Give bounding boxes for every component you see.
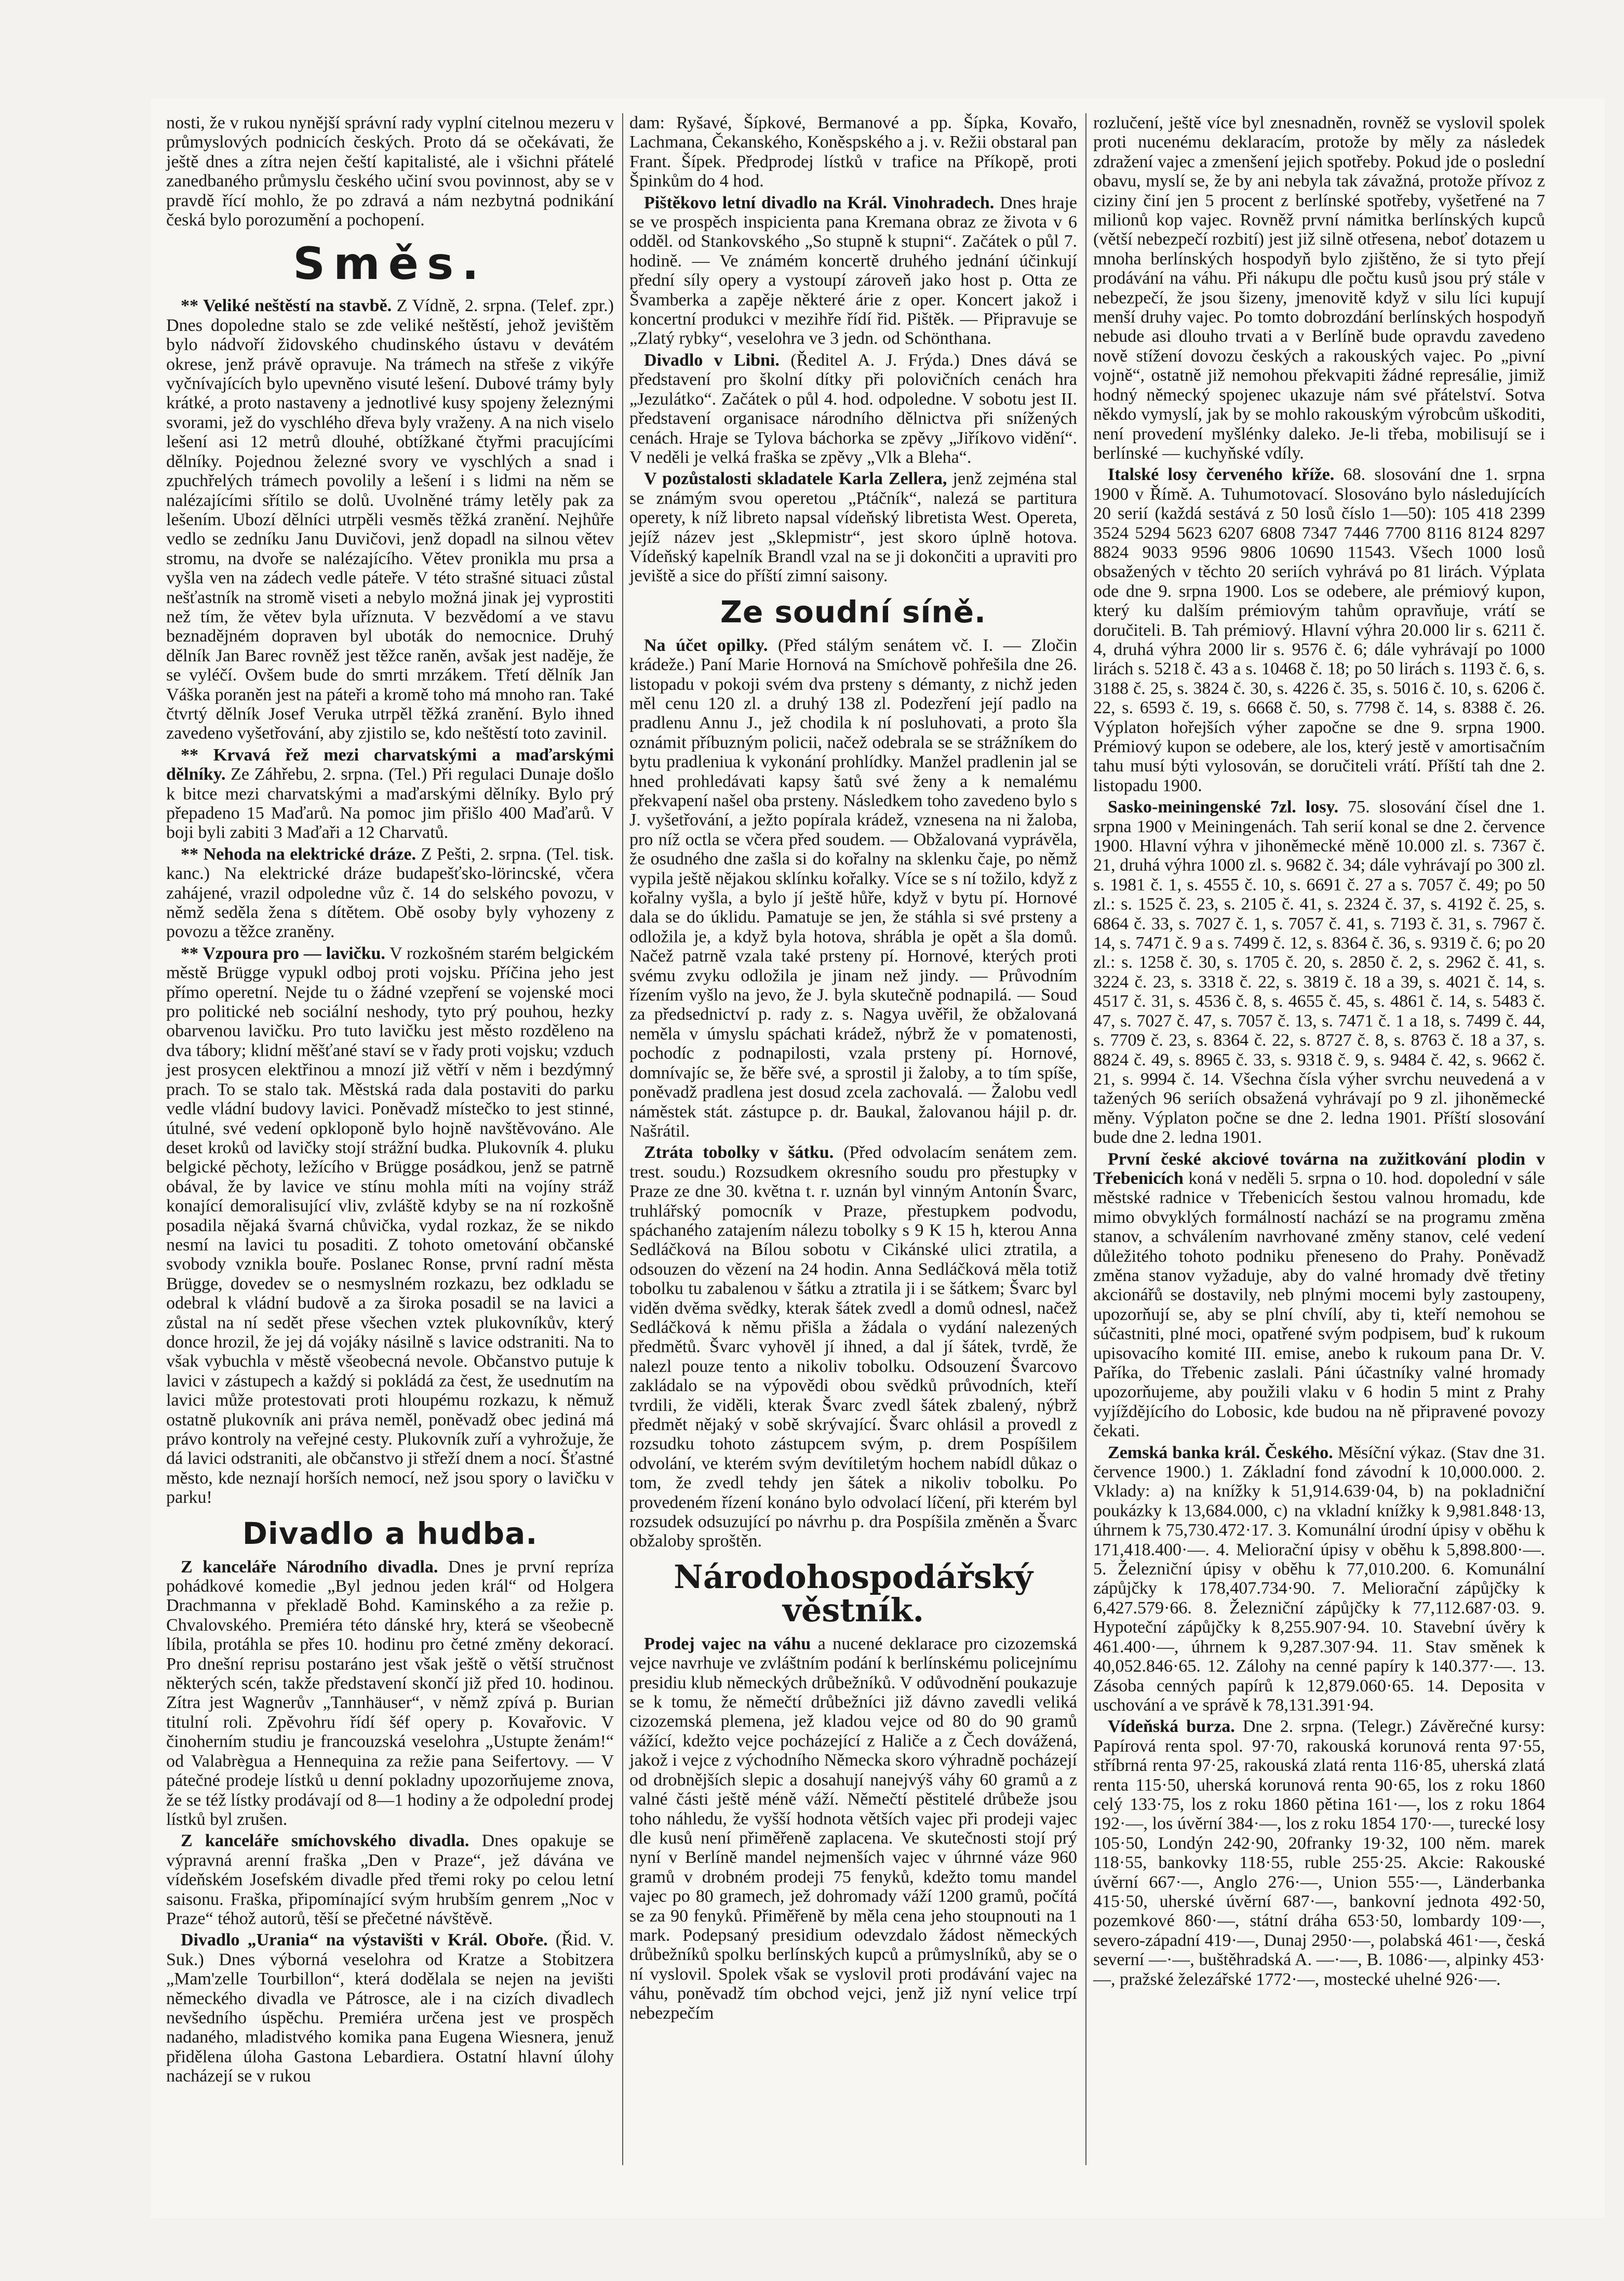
article-heading: Z kanceláře smíchovského divadla.: [181, 1831, 469, 1851]
article-heading: ** Krvavá řež mezi charvatskými a maďarskými dělníky.: [166, 745, 614, 784]
article-text: koná v neděli 5. srpna o 10. hod. dopolední v sále městské radnice v Třebenicích šestou valnou hromadu, kde mimo obvyklých formálností nachází se na programu změna stanov, a schválením navrhované změny stanov, celé vedení důležitého tohoto podniku přeneseno do Prahy. Poněvadž změna stanov vyžaduje, aby do valné hromady dvě třetiny akcionářů se dostavily, neb plnými mocemi byly zastoupeny, upozorňují se, aby se plní chvílí, aby ti, kteří nemohou se súčastniti, plné moci, opatřené svým podpisem, buď k rukoum upisovacího komité III. emise, anebo k rukoum pana Dr. V. Paříka, do Třebenic zaslali. Páni účastníky valné hromady upozorňujeme, aby použili vlaku v 6 hodin 5 mint z Prahy vyjíždějícího do Lobosic, kde budou na ně připravené povozy čekati.: [1093, 1168, 1546, 1441]
article-text: Z Pešti, 2. srpna. (Tel. tisk. kanc.) Na elektrické dráze budapešťsko-lörincské, včera zahájené, vrazil odpoledne vůz č. 14 do selského povozu, v němž seděla žena s dítětem. Obě osoby byly vyhozeny z povozu a těžce zraněny.: [166, 844, 614, 942]
article-text: Dnes je první repríza pohádkové komedie „Byl jednou jeden král“ od Holgera Drachmanna v překladě Bohd. Kaminského a za režie p. Chvalovského. Premiéra této dánské hry, která se všeobecně líbila, protáhla se přes 10. hodinu pro četné změny dekorací. Pro dnešní reprisu postaráno jest však ještě o větší stručnost některých scén, takže představení skončí již před 10. hodinou. Zítra jest Wagnerův „Tannhäuser“, v němž zpívá p. Burian titulní roli. Zpěvohru řídí šéf opery p. Kovařovic. V činoherním studiu je francouzská veselohra „Ustupte ženám!“ od Valabrègua a Hennequina za režie pana Seifertovy. — V pátečné prodeje lístků u denní pokladny upozorňujeme znova, že se též lístky prodávají od 8—1 hodiny a že odpolední prodej lístků byl zrušen.: [166, 1557, 614, 1829]
column-right: [1093, 113, 1545, 2066]
article-text: jenž zejména stal se známým svou operetou „Ptáčník“, nalezá se partitura operety, k níž libreto napsal vídeňský libretista West. Opereta, jejíž název jest „Sklepmistr“, jest skoro úplně hotova. Vídeňský kapelník Brandl vzal na se ji dokončiti a upraviti pro jeviště a sice do příští zimní saisony.: [629, 469, 1078, 586]
article-text: Ze Záhřebu, 2. srpna. (Tel.) Při regulaci Dunaje došlo k bitce mezi charvatskými a maďarskými dělníky. Bylo prý přepadeno 15 Maďarů. Na pomoc jim přišlo 400 Maďarů. V boji byli zabiti 3 Maďaři a 12 Charvatů.: [166, 765, 614, 843]
paragraph: nosti, že v rukou nynější správní rady vyplní citelnou mezeru v průmyslových podnicích českých. Proto dá se očekávati, že ještě dnes a zítra nejen čeští kapitalisté, ale i všichni přátelé zanedbaného průmyslu českého učiní svou povinnost, aby se v pravdě řící mohlo, že po zdravá a nám nezbytná podnikání česká bylo porozumění a pochopení.: [166, 113, 614, 230]
column-left: [166, 113, 614, 2086]
article-heading: Zemská banka král. Českého.: [1108, 1443, 1333, 1462]
article-heading: Vídeňská burza.: [1108, 1717, 1235, 1737]
article-heading: V pozůstalosti skladatele Karla Zellera,: [644, 469, 947, 489]
article-heading: Prodej vajec na váhu: [644, 1634, 811, 1653]
article-text: Dne 2. srpna. (Telegr.) Závěrečné kursy: Papírová renta spol. 97·70, rakouská korunová renta 97·55, stříbrná renta 97·25, rakouská zlatá renta 116·85, uherská zlatá renta 115·50, uherská korunová renta 90·65, los z roku 1860 celý 133·75, los z roku 1860 pětina 161·—, los z roku 1864 192·—, los úvěrní 384·—, los z roku 1854 170·—, turecké losy 105·50, Londýn 242·90, 20franky 19·32, 100 něm. marek 118·55, bankovky 118·55, ruble 255·25. Akcie: Rakouské úvěrní 667·—, Anglo 276·—, Union 555·—, Länderbanka 415·50, uherské úvěrní 687·—, bankovní jednota 492·50, pozemkové 860·—, státní dráha 653·50, lombardy 109·—, severo-západní 419·—, Dunaj 2950·—, polabská 461·—, česká severní —·—, buštěhradská A. —·—, B. 1086·—, alpinky 453·—, pražské železářské 1772·—, mostecké uhelné 926·—.: [1093, 1717, 1545, 1989]
article-heading: Divadlo v Libni.: [644, 350, 780, 370]
article-text: V rozkošném starém belgickém městě Brügge vypukl odboj proti vojsku. Příčina jeho jest přímo operetní. Nejde tu o žádné vzepření se vojenské moci pro politické neb sociální neshody, tyto prý pouhou, hezky obarvenou lavičku. Pro tuto lavičku jest město rozděleno na dva tábory; klidní měšťané staví se v řady proti vojsku; vzduch jest prosycen elektřinou a mnozí již větří v něm i bezdýmný prach. To se stalo tak. Městská rada dala postaviti do parku vedle vládní budovy lavici. Poněvadž místečko to jest stinné, útulné, své vedení opkloponě bylo hojně navštěvováno. Ale deset kroků od lavičky stojí strážní budka. Plukovník 4. pluku belgické pěchoty, ležícího v Brügge posádkou, jenž se patrně obával, že by lavice ve stínu mohla míti na vojíny stráž konající demoralisující vliv, zvláště kdyby se na ní rozkošně posadila nějaká švarná chůvička, vydal rozkaz, že se nikdo nesmí na lavici tu posaditi. Z tohoto ometování občanské svobody vznikla bouře. Poslanec Ronse, první radní města Brügge, dovedev se o nesmyslném rozkazu, bez odkladu se odebral k vládní budově a za široka posadil se na lavici a zůstal na ní sedět přese všechen vztek plukovníkův, který donce hrozil, že jej dá vojáky násilně s lavice odstraniti. Na to však vybuchla v městě všeobecná nevole. Občanstvo putuje k lavici v zástupech a každý si pokládá za čest, že usednutím na lavici může protestovati proti hloupému rozkazu, k němuž ostatně plukovník ani práva neměl, poněvadž obec jediná má právo kontroly na veřejné cesty. Plukovník zuří a vyhrožuje, že dá lavici odstraniti, ale občanstvo ji střeží dnem a nocí. Šťastné město, kde neznají horších nemocí, než jsou spory o lavičku v parku!: [166, 943, 614, 1508]
section-heading-soudni: Ze soudní síně.: [720, 594, 987, 630]
article-text: Dnes hraje se ve prospěch inspicienta pana Kremana obraz ze života v 6 odděl. od Stankovského „So stupně k stupni“. Začátek o půl 7. hodině. — Ve známém koncertě druhého jednání účinkují přední síly opery a vystoupí zároveň jako host p. Otta ze Švamberka a zapěje některé árie z oper. Koncert jakož i koncertní produkci v mezihře řídí řid. Pištěk. — Připravuje se „Zlatý rybky“, veselohra ve 3 jedn. od Schönthana.: [629, 193, 1077, 349]
section-heading-smes: Směs.: [293, 238, 487, 290]
article-text: (Řid. V. Suk.) Dnes výborná veselohra od Kratze a Stobitzera „Mam'zelle Tourbillon“, která dodělala se nejen na jevišti německého divadla ve Pátrosce, ale i na cizích divadlech nevšedního úspěchu. Premiéra určena jest ve prospěch nadaného, mladistvého komika pana Eugena Wiesnera, jenuž přidělena úloha Gastona Lebardiera. Ostatní hlavní úlohy nacházejí se v rukou: [166, 1930, 614, 2086]
article-heading: Z kanceláře Národního divadla.: [181, 1557, 438, 1577]
section-heading-narodohospodarsky: Národohospodářský věstník.: [674, 1557, 1033, 1629]
column-middle: [629, 113, 1077, 2170]
article-text: 68. slosování dne 1. srpna 1900 v Římě. A. Tuhumotovací. Slosováno bylo následujících 20 serií (každá sestává z 50 losů číslo 1—50): 105 418 2399 3524 5294 5623 6207 6808 7347 7446 7700 8116 8124 8297 8824 9033 9596 9806 10690 11543. Všech 1000 losů obsažených v těchto 20 seriích vyhrává po 81 lirách. Výplata ode dne 9. srpna 1900. Los se odebere, ale prémiový kupon, který ku dalším prémiovým tahům opravňuje, vrátí se doručiteli. B. Tah prémiový. Hlavní výhra 20.000 lir s. 6211 č. 4, druhá výhra 2000 lir s. 9576 č. 6; dále vyhrávají po 1000 lirách s. 5218 č. 43 a s. 10468 č. 18; po 50 lirách s. 1193 č. 6, s. 3188 č. 25, s. 3824 č. 30, s. 4226 č. 35, s. 5016 č. 10, s. 6206 č. 22, s. 6593 č. 19, s. 6668 č. 50, s. 7798 č. 14, s. 8388 č. 26. Výplaton hořejších výher započne se dne 9. srpna 1900. Prémiový kupon se odebere, ale los, který jestě v amortisačním tahu musí býti vylosován, se doručiteli vrátí. Příští tah dne 2. listopadu 1900.: [1093, 465, 1545, 795]
article-heading: Sasko-meiningenské 7zl. losy.: [1108, 797, 1339, 817]
article-heading: Italské losy červeného kříže.: [1108, 465, 1335, 485]
article-text: Z Vídně, 2. srpna. (Telef. zpr.) Dnes dopoledne stalo se zde veliké neštěstí, jehož jevištěm bylo nádvoří židovského chudinského ústavu v devátém okrese, jenž právě opravuje. Na trámech na střeše z vikýře vyčnívajících bylo upevněno visuté lešení. Dubové trámy byly krátké, a proto nastaveny a jednotlivé kusy spojeny železnými svorami, jež do vyschlého dřeva byly vraženy. A na nich viselo lešení asi 12 metrů dlouhé, obtížkané čtyřmi pracujícími dělníky. Pojednou železné svory ve vyschlých a snad i zpuchřelých trámech povolily a lešení i s lidmi na něm se nalézajícími sřítilo se dolů. Uvolněné trámy letěly pak za lešením. Ubozí dělníci utrpěli vesměs těžká zranění. Nejhůře vedlo se zedníku Janu Duvičovi, jenž dopadl na silnou větev stromu, na dvoře se nalézajícího. Větev pronikla mu prsa a vyšla ven na zádech vedle páteře. V této strašné situaci zůstal nešťastník na stromě viseti a nebylo možná jinak jej vyprostiti než tím, že větev byla uříznuta. V bezvědomí a ve stavu beznadějném dopraven byl uboták do nemocnice. Druhý dělník Jan Barec rovněž jest těžce raněn, avšak jest naděje, že se vyléčí. Ovšem bude do smrti mrzákem. Třetí dělník Jan Váška poraněn jest na páteři a kromě toho má mnoho ran. Také čtvrtý dělník Josef Veruka utrpěl těžká zranění. Bylo ihned zavedeno vyšetřování, aby zjistilo se, kdo neštěstí toto zavinil.: [166, 296, 614, 743]
article-heading: Pištěkovo letní divadlo na Král. Vinohradech.: [644, 193, 995, 212]
column-rule: [622, 113, 623, 2165]
article-heading: ** Veliké neštěstí na stavbě.: [181, 296, 392, 316]
article-text: Dnes opakuje se výpravná arenní fraška „Den v Praze“, jež dávána ve vídeňském Josefském divadle před třemi roky po celou letní saisonu. Fraška, připomínající svým hrubším genrem „Noc v Praze“ téhož autorů, těší se přečetné návštěvě.: [166, 1831, 614, 1928]
article-text: a nucené deklarace pro cizozemská vejce navrhuje ve zvláštním podání k berlínskému policejnímu presidiu klub německých drůbežníků. V odůvodnění poukazuje se k tomu, že němečtí drůbežníci již dávno zavedli veliká cizozemská plemena, jež kladou vejce od 80 do 90 gramů vážící, kdežto vejce pocházející z Haliče a z Čech dovážená, jakož i vejce z východního Německa skoro výhradně pocházejí od drobnějších slepic a dosahují nanejvýš váhy 60 gramů a z valné části ještě méně váží. Němečtí pěstitelé drůbeže jsou toho náhledu, že vyšší hodnota větších vajec při prodeji vajec dle kusů není přiměřeně zaplacena. Ve skutečnosti stojí prý nyní v Berlíně mandel nejmenších vajec v úhrnné váze 960 gramů v drobném prodeji 75 fenyků, kdežto tomu mandel vajec po 80 gramech, jež dohromady váží 1200 gramů, počítá se za 90 fenyků. Přiměřeně by měla cena jeho stoupnouti na 1 mark. Podepsaný presidium odevzdalo žádost německých drůbežníků spolku berlínských kupců a průmyslníků, aby se o ní vyslovil. Spolek však se vyslovil proti prodávání vajec na váhu, poněvadž tím obchod vejci, jenž již nyní velice trpí nebezpečím: [629, 1634, 1077, 2023]
article-text: 75. slosování čísel dne 1. srpna 1900 v Meiningenách. Tah serií konal se dne 2. července 1900. Hlavní výhra v jihoněmecké měně 10.000 zl. s. 7367 č. 21, druhá výhra 1000 zl. s. 9682 č. 34; dále vyhrávají po 300 zl. s. 1981 č. 1, s. 4555 č. 10, s. 6691 č. 27 a s. 7057 č. 49; po 50 zl.: s. 1525 č. 23, s. 2105 č. 41, s. 2324 č. 37, s. 4192 č. 25, s. 6864 č. 33, s. 7027 č. 1, s. 7057 č. 41, s. 7193 č. 31, s. 7967 č. 14, s. 7471 č. 9 a s. 7499 č. 12, s. 8364 č. 36, s. 9319 č. 6; po 20 zl.: s. 1258 č. 30, s. 1705 č. 20, s. 2850 č. 2, s. 2962 č. 41, s. 3224 č. 23, s. 3318 č. 22, s. 3819 č. 18 a 39, s. 4021 č. 14, s. 4517 č. 31, s. 4536 č. 8, s. 4655 č. 45, s. 4861 č. 14, s. 5483 č. 47, s. 7027 č. 47, s. 7057 č. 13, s. 7471 č. 1 a 18, s. 7499 č. 44, s. 7709 č. 23, s. 8364 č. 22, s. 8727 č. 8, s. 8763 č. 18 a 37, s. 8824 č. 49, s. 8965 č. 33, s. 9318 č. 9, s. 9484 č. 42, s. 9662 č. 21, s. 9994 č. 14. Všechna čísla výher svrchu neuvedená a v tažených 96 seriích obsažená vyhrávají po 9 zl. jihoněmecké měny. Výplaton počne se dne 2. ledna 1901. Příští slosování bude dne 2. ledna 1901.: [1093, 797, 1545, 1148]
article-heading: První české akciové továrna na zužitkování plodin v Třebenicích: [1093, 1149, 1545, 1188]
article-text: Měsíční výkaz. (Stav dne 31. července 1900.) 1. Základní fond závodní k 10,000.000. 2. Vklady: a) na knížky k 51,914.639·04, b) na pokladniční poukázky k 13,684.000, c) na vkladní knížky k 9,981.848·13, úhrnem k 75,730.472·17. 3. Komunální úrodní úpisy v oběhu k 171,418.400·—. 4. Meliorační úpisy v oběhu k 5,898.800·—. 5. Železniční úpisy v oběhu k 77,010.200. 6. Komunální zápůjčky k 178,407.734·90. 7. Meliorační zápůjčky k 6,427.579·66. 8. Železniční zápůjčky k 77,112.687·03. 9. Hypoteční zápůjčky k 8,255.907·94. 10. Stavební úvěry k 461.400·—, úhrnem k 9,287.307·94. 11. Stav směnek k 40,052.846·65. 12. Zálohy na cenné papíry k 140.377·—. 13. Zásoba cenných papírů k 12,879.060·65. 14. Deposita v uschování a ve správě k 78,131.391·94.: [1093, 1443, 1545, 1715]
article-text: (Před stálým senátem vč. I. — Zločin krádeže.) Paní Marie Hornová na Smíchově pohřešila dne 26. listopadu v pokoji svém dva prsteny s démanty, z nichž jeden měl cenu 120 zl. a druhý 138 zl. Podezření její padlo na pradlenu Annu J., jež chodila k ní posluhovati, a proto šla oznámit příbuzným policii, načež odebrala se se strážníkem do bytu pradleniua k vykonání prohlídky. Manžel pradlenin jal se hned prohledávati kapsy šatů své ženy a k nemalému překvapení našel oba prsteny. Následkem toho zavedeno bylo s J. vyšetřování, a ježto popírala krádež, vznesena na ni žaloba, pro níž octla se včera před soudem. — Obžalovaná vyprávěla, že osudného dne zašla si do kořalny na sklenku čaje, po němž vypila ještě nějakou sklínku kořalky. Více se s ní tožilo, když z kořalny vyšla, a bylo jí ještě hůře, když v bytu pí. Hornové dala se do úklidu. Pamatuje se jen, že stáhla si své prsteny a odložila je, a když byla hotova, shrábla je opět a šla domů. Načež patrně vzala také prsteny pí. Hornové, kterých proti svému zvyku odložila je jinam než jindy. — Průvodním řízením vyšlo na jevo, že J. byla skutečně podnapilá. — Soud za předsednictví p. rady z. s. Nagya uvěřil, že obžalovaná neměla v úmyslu spáchati krádež, nýbrž že v pomatenosti, pochodíc z podnapilosti, vzala prsteny pí. Hornové, domnívajíc se, že běře své, a sprostil ji žaloby, a to tím spíše, poněvadž pradlena jest dosud zcela zachovalá. — Žalobu vedl náměstek stát. zástupce p. dr. Baukal, žalovanou hájil p. dr. Našrátil.: [629, 635, 1077, 1141]
article-heading: Divadlo „Urania“ na výstavišti v Král. Oboře.: [181, 1930, 548, 1950]
article-heading: ** Nehoda na elektrické dráze.: [181, 844, 416, 864]
section-heading-divadlo: Divadlo a hudba.: [242, 1515, 538, 1551]
paragraph: rozlučení, ještě více byl znesnadněn, rovněž se vyslovil spolek proti nucenému deklaracím, protože by měly za následek zdražení vajec a zmenšení jejich spotřeby. Pokud jde o poslední obavu, myslí se, že by ani nebyla tak závažná, protože přívoz z ciziny činí jen 5 procent z berlínské spotřeby, vyšetřené na 7 milionů kop vajec. Rovněž první námitka berlínských kupců (větší nebezpečí rozbití) jest již silně otřesena, neboť dotazem u mnoha berlínských hospodyň bylo zjištěno, že si tyto přejí prodávání na váhu. Při nákupu dle počtu kusů jsou prý stále v nebezpečí, že jsou šizeny, jmenovitě když v silu líci kupují menší druhy vajec. Po tomto dobrozdání berlínských hospodyň nebude asi dlouho trvati a v Berlíně bude opravdu zavedeno nově stížení dovozu českých a rakouských vajec. Po „pivní vojně“, ostatně již nemohou překvapiti žádné represálie, jimiž hodný německý spojenec ukazuje nám své přátelství. Sotva někdo vymyslí, jak by se mohlo rakouským výrobcům uškoditi, není provedení myšlénky daleko. Je-li třeba, mobilisují se i berlínské — kuchyňské vdíly.: [1093, 113, 1545, 463]
newspaper-page: [151, 99, 1605, 2218]
article-text: (Ředitel A. J. Frýda.) Dnes dává se představení pro školní dítky při polovičních cenách hra „Jezulátko“. Začátek o půl 4. hod. odpoledne. V sobotu jest II. představení organisace národního dělnictva při snížených cenách. Hraje se Tylova báchorka se zpěvy „Jiříkovo vidění“. V neděli je velká fraška se zpěvy „Vlk a Bleha“.: [629, 350, 1077, 467]
column-rule: [1085, 113, 1086, 2165]
article-text: (Před odvolacím senátem zem. trest. soudu.) Rozsudkem okresního soudu pro přestupky v Praze ze dne 30. května t. r. uznán byl vinným Antonín Švarc, truhlářský pomocník v Praze, přestupkem podvodu, spáchaného zatajením nálezu tobolky s 9 K 15 h, kterou Anna Sedláčková na Bílou sobotu v Cikánské ulici ztratila, a odsouzen do vězení na 24 hodin. Anna Sedláčková měla totiž tobolku tu zabalenou v šátku a ztratila ji i se šátkem; Švarc byl viděn dvěma svědky, kterak šátek zvedl a domů odnesl, načež Sedláčková k němu přišla a žádala o vydání nalezených předmětů. Švarc vyhověl jí ihned, a dal jí šátek, tvrdě, že nalezl pouze tento a nikoliv tobolku. Odsouzení Švarcovo zakládalo se na výpovědi obou svědků průvodních, kteří tvrdili, že viděli, kterak Švarc zvedl šátek zbalený, nýbrž předmět nějaký v sobě skrývající. Švarc ohlásil a provedl z rozsudku tohoto zástupcem svým, p. drem Pospíšilem odvolání, ve kterém svým devítiletým hochem nabídl důkaz o tom, že zvedl tehdy jen šátek a nikoliv tobolku. Po provedeném řízení konáno bylo odvolací líčení, při kterém byl rozsudek odsuzující po návrhu p. dra Pospíšila změněn a Švarc obžaloby sproštěn.: [629, 1143, 1077, 1551]
article-heading: Ztráta tobolky v šátku.: [644, 1143, 834, 1163]
article-heading: ** Vzpoura pro — lavičku.: [181, 943, 385, 963]
article-heading: Na účet opilky.: [644, 635, 768, 655]
paragraph: dam: Ryšavé, Šípkové, Bermanové a pp. Šípka, Kovařo, Lachmana, Čekanského, Koněspského a j. v. Režii obstaral pan Frant. Šípek. Předprodej lístků v trafice na Příkopě, proti Špinkům do 4 hod.: [629, 113, 1077, 191]
